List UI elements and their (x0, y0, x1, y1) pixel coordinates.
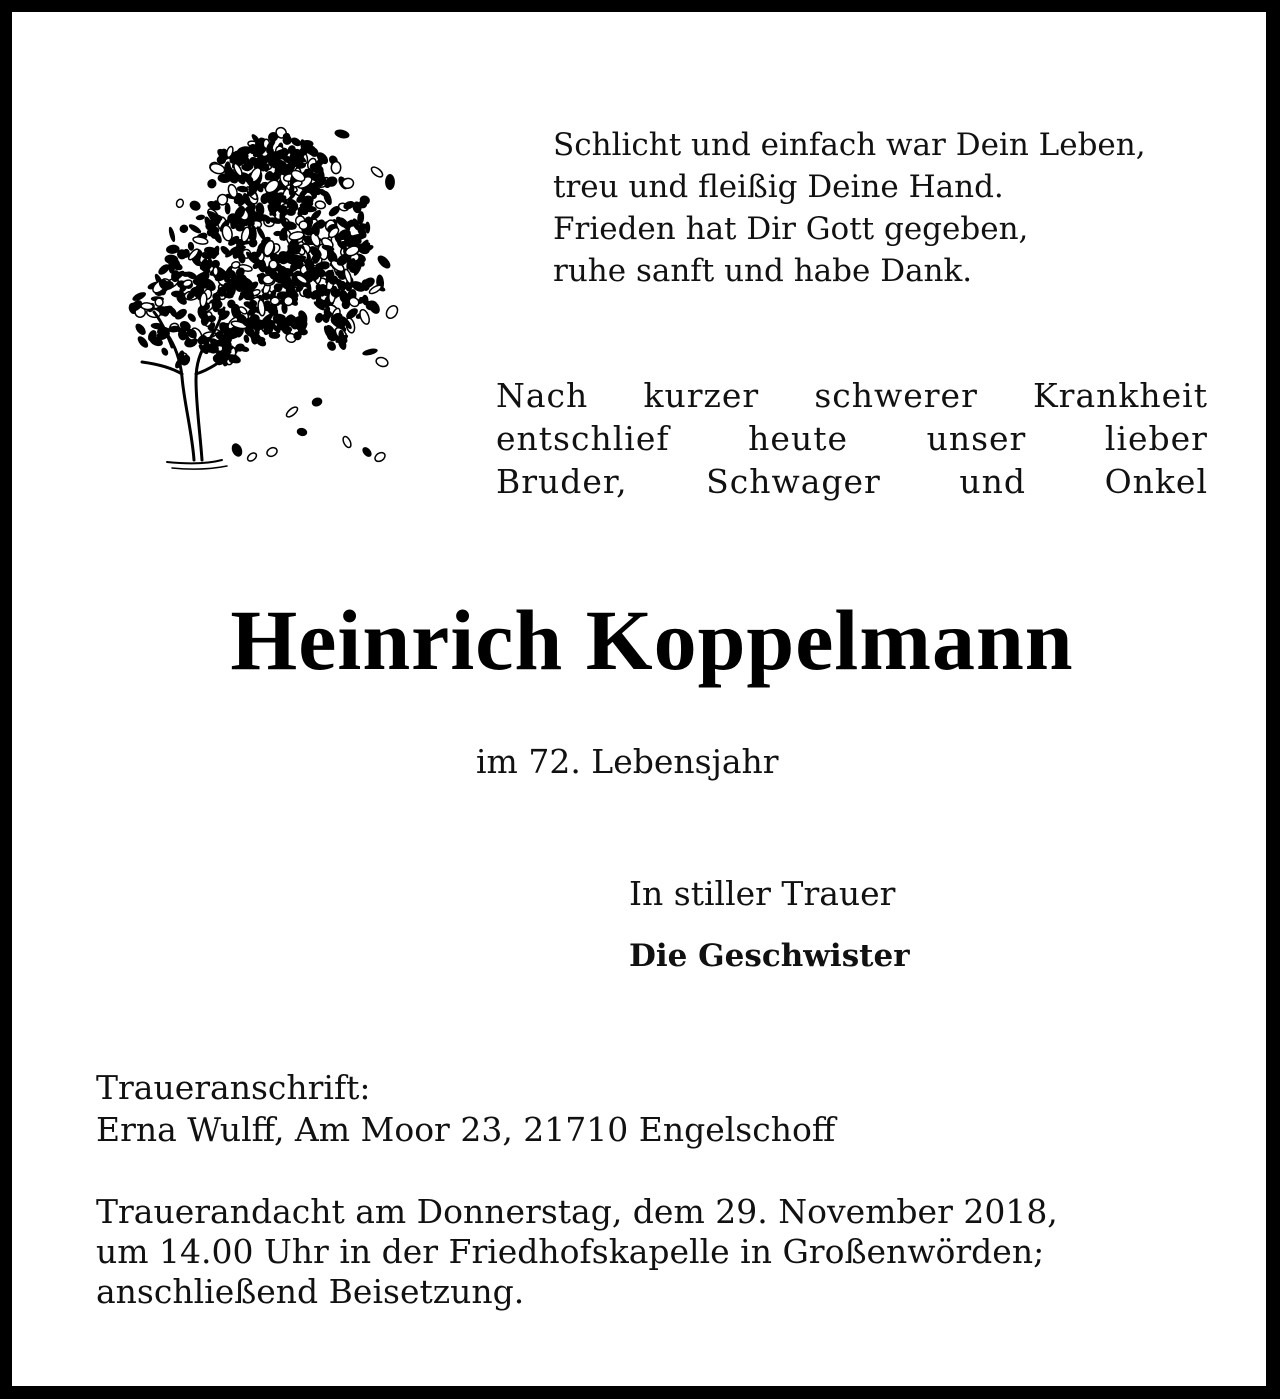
announcement-word: Krankheit (1033, 376, 1208, 415)
announcement-word: entschlief (496, 419, 670, 458)
announcement-word: schwerer (814, 376, 978, 415)
mourners-signature: Die Geschwister (629, 938, 910, 974)
announcement-word: unser (926, 419, 1027, 458)
poem-line: Schlicht und einfach war Dein Leben, (553, 127, 1146, 163)
service-line: anschließend Beisetzung. (96, 1272, 525, 1311)
announcement-word: Onkel (1104, 462, 1208, 501)
mourning-address (96, 1067, 835, 1151)
death-announcement (496, 374, 1208, 503)
mourning-phrase: In stiller Trauer (629, 874, 896, 913)
announcement-word: lieber (1104, 419, 1208, 458)
announcement-word: und (959, 462, 1027, 501)
announcement-word: Bruder, (496, 462, 628, 501)
address-value: Erna Wulff, Am Moor 23, 21710 Engelschoff (96, 1110, 836, 1149)
announcement-word: Nach (496, 376, 589, 415)
address-label: Traueranschrift: (96, 1068, 371, 1107)
announcement-word: kurzer (643, 376, 760, 415)
poem-line: ruhe sanft und habe Dank. (553, 253, 973, 289)
announcement-line (496, 417, 1208, 460)
announcement-word: Schwager (706, 462, 881, 501)
announcement-line (496, 374, 1208, 417)
poem-line: Frieden hat Dir Gott gegeben, (553, 211, 1029, 247)
age-line: im 72. Lebensjahr (476, 742, 779, 781)
service-details (96, 1192, 1058, 1312)
poem-line: treu und fleißig Deine Hand. (553, 169, 1004, 205)
announcement-line (496, 460, 1208, 503)
announcement-word: heute (748, 419, 848, 458)
service-line: Trauerandacht am Donnerstag, dem 29. November 2018, (96, 1192, 1058, 1231)
service-line: um 14.00 Uhr in der Friedhofskapelle in Großenwörden; (96, 1232, 1045, 1271)
deceased-name: Heinrich Koppelmann (230, 592, 1074, 688)
windswept-tree-icon (112, 112, 412, 482)
memorial-poem (553, 124, 1146, 292)
